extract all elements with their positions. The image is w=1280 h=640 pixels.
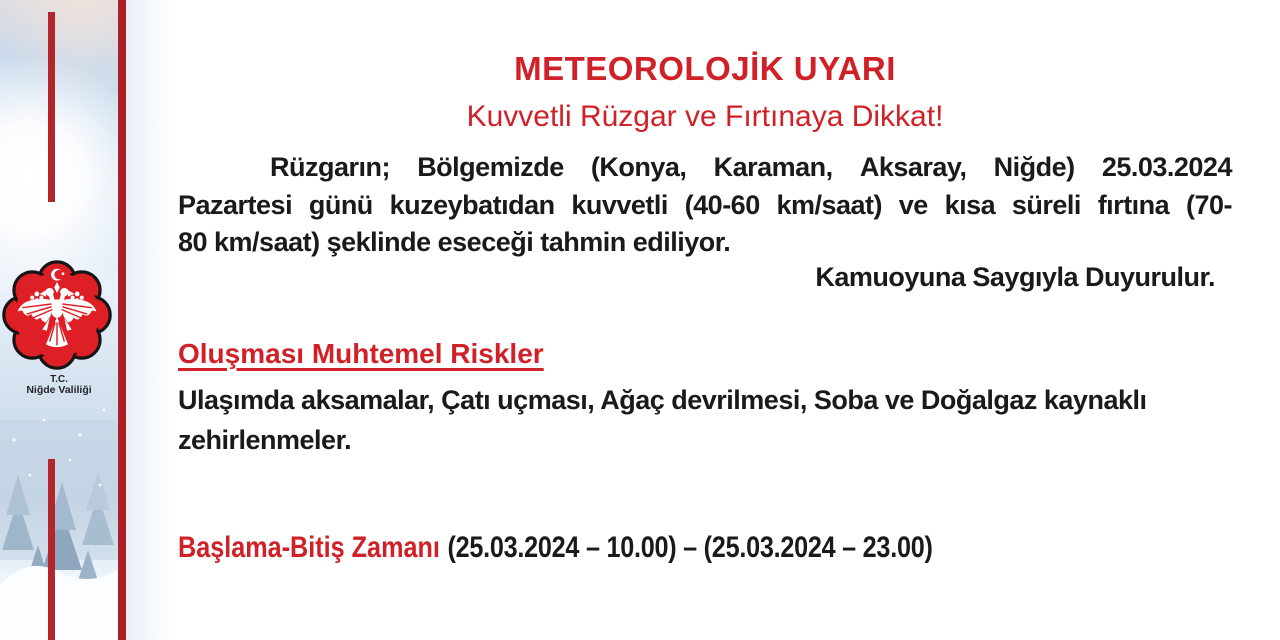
organization-name — [0, 374, 118, 396]
notice-subtitle: Kuvvetli Rüzgar ve Fırtınaya Dikkat! — [466, 100, 944, 133]
warning-line-3: 80 km/saat) şeklinde eseceği tahmin ediliyor. — [178, 227, 731, 257]
org-line-tc: T.C. — [50, 374, 68, 385]
red-accent-line-bottom — [48, 459, 55, 640]
winter-photo-strip — [0, 0, 118, 640]
sky-warm-tint — [0, 0, 118, 90]
closing-statement: Kamuoyuna Saygıyla Duyurulur. — [815, 262, 1215, 292]
warning-line-1: Rüzgarın; Bölgemizde (Konya, Karaman, Aksaray, Niğde) 25.03.2024 — [270, 152, 1232, 182]
risks-line-1: Ulaşımda aksamalar, Çatı uçması, Ağaç devrilmesi, Soba ve Doğalgaz kaynaklı — [178, 385, 1147, 415]
risks-line-2: zehirlenmeler. — [178, 425, 352, 455]
photo-fade-gutter — [126, 0, 178, 640]
schedule-line — [178, 528, 933, 568]
risks-heading: Oluşması Muhtemel Riskler — [178, 338, 544, 369]
notice-title: METEOROLOJİK UYARI — [514, 50, 896, 87]
schedule-label: Başlama-Bitiş Zamanı — [178, 531, 440, 564]
notice-content — [178, 0, 1232, 640]
nigde-governorship-seal-icon — [2, 260, 112, 370]
risks-paragraph — [178, 380, 1232, 460]
warning-line-2: Pazartesi günü kuzeybatıdan kuvvetli (40-60 km/saat) ve kısa süreli fırtına (70- — [178, 189, 1232, 220]
red-accent-line-top — [48, 12, 55, 202]
snowy-trees-illustration — [0, 380, 118, 640]
red-divider-bar — [118, 0, 126, 640]
org-line-valilik: Niğde Valiliği — [26, 384, 92, 396]
schedule-value: (25.03.2024 – 10.00) – (25.03.2024 – 23.00) — [447, 531, 933, 564]
warning-paragraph — [178, 149, 1232, 262]
